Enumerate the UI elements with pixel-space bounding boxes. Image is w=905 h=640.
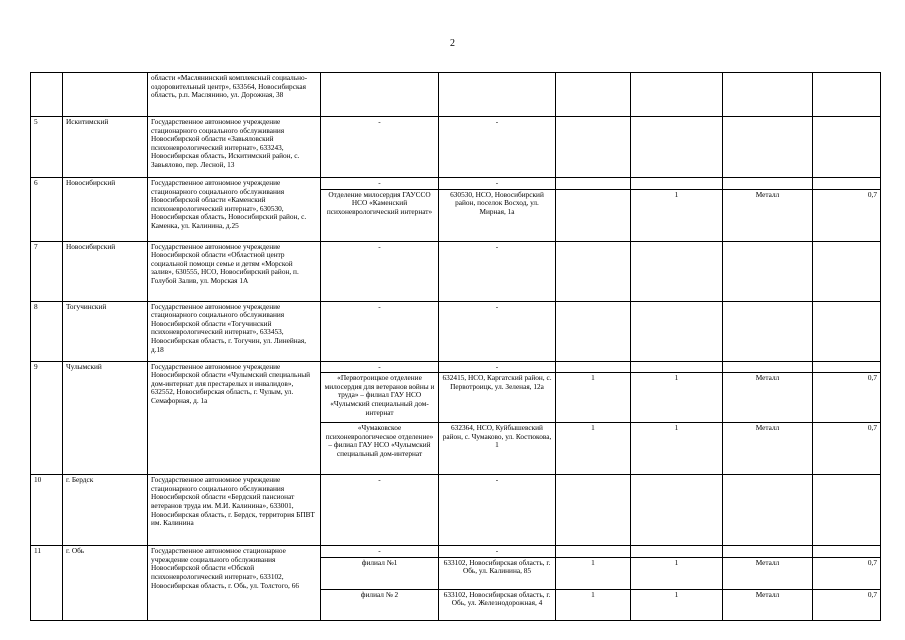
count-cell <box>556 361 631 373</box>
table-row <box>31 475 881 546</box>
branch-cell: «Чумаковское психоневрологическое отделение» – филиал ГАУ НСО «Чулымский специальный дом-интернат <box>321 423 439 475</box>
material-cell <box>723 241 813 301</box>
value-cell <box>813 546 881 558</box>
district-cell: Чулымский <box>63 361 148 475</box>
row-number-cell: 8 <box>31 301 63 361</box>
branch-cell: - <box>321 241 439 301</box>
table-row <box>31 241 881 301</box>
count-cell: 1 <box>556 423 631 475</box>
institutions-table <box>30 72 881 621</box>
value-cell <box>813 178 881 190</box>
count-cell <box>631 73 723 117</box>
count-cell <box>556 178 631 190</box>
value-cell <box>813 475 881 546</box>
count-cell <box>631 475 723 546</box>
branch-cell: - <box>321 301 439 361</box>
district-cell: Новосибирский <box>63 241 148 301</box>
row-number-cell: 6 <box>31 178 63 242</box>
institution-cell: Государственное автономное учреждение стационарного социального обслуживания Новосибирской области «Тогучинский психоневрологический интернат», 633453, Новосибирская область, г. Тогучин, ул. Линейная, д.18 <box>148 301 321 361</box>
material-cell <box>723 117 813 178</box>
district-cell: г. Обь <box>63 546 148 621</box>
value-cell <box>813 241 881 301</box>
count-cell <box>556 241 631 301</box>
address-cell: 632415, НСО, Каргатский район, с. Первотроицк, ул. Зеленая, 12а <box>439 373 556 423</box>
branch-cell: - <box>321 178 439 190</box>
value-cell <box>813 361 881 373</box>
branch-cell: Отделение милосердия ГАУССО НСО «Каменский психоневрологический интернат» <box>321 189 439 241</box>
material-cell: Металл <box>723 557 813 589</box>
material-cell: Металл <box>723 423 813 475</box>
value-cell <box>813 117 881 178</box>
value-cell <box>813 73 881 117</box>
institution-cell: Государственное автономное учреждение стационарного социального обслуживания Новосибирской области «Бердский пансионат ветеранов труда им. М.И. Калинина», 633001, Новосибирская область, г. Бердск, территория БПВТ им. Калинина <box>148 475 321 546</box>
address-cell: - <box>439 178 556 190</box>
value-cell: 0,7 <box>813 189 881 241</box>
district-cell: Тогучинский <box>63 301 148 361</box>
address-cell: 633102, Новосибирская область, г. Обь, ул. Калинина, 85 <box>439 557 556 589</box>
branch-cell: филиал №1 <box>321 557 439 589</box>
branch-cell: - <box>321 546 439 558</box>
address-cell <box>439 73 556 117</box>
count-cell <box>556 475 631 546</box>
count-cell <box>631 301 723 361</box>
table-row <box>31 178 881 190</box>
count-cell: 1 <box>631 423 723 475</box>
material-cell <box>723 178 813 190</box>
institution-cell: Государственное автономное учреждение Новосибирской области «Областной центр социальной помощи семье и детям «Морской залив», 630555, НСО, Новосибирский район, п. Голубой Залив, ул. Морская 1А <box>148 241 321 301</box>
address-cell: 632364, НСО, Куйбышевский район, с. Чумаково, ул. Костюкова, 1 <box>439 423 556 475</box>
material-cell: Металл <box>723 373 813 423</box>
institution-cell: Государственное автономное учреждение стационарного социального обслуживания Новосибирской области «Каменский психоневрологический интернат», 630530, Новосибирская область, Новосибирский район, с. Каменка, ул. Калинина, д.25 <box>148 178 321 242</box>
count-cell <box>631 117 723 178</box>
count-cell <box>631 361 723 373</box>
count-cell: 1 <box>631 589 723 620</box>
table-row <box>31 546 881 558</box>
row-number-cell <box>31 73 63 117</box>
value-cell <box>813 301 881 361</box>
institution-cell: области «Маслянинский комплексный социально-оздоровительный центр», 633564, Новосибирская область, р.п. Маслянино, ул. Дорожная, 38 <box>148 73 321 117</box>
material-cell: Металл <box>723 589 813 620</box>
count-cell <box>556 73 631 117</box>
material-cell: Металл <box>723 189 813 241</box>
table-row <box>31 361 881 373</box>
address-cell: 633102, Новосибирская область, г. Обь, ул. Железнодорожная, 4 <box>439 589 556 620</box>
address-cell: - <box>439 361 556 373</box>
count-cell <box>631 546 723 558</box>
material-cell <box>723 546 813 558</box>
branch-cell <box>321 73 439 117</box>
count-cell: 1 <box>556 589 631 620</box>
count-cell: 1 <box>556 557 631 589</box>
address-cell: - <box>439 546 556 558</box>
branch-cell: филиал № 2 <box>321 589 439 620</box>
material-cell <box>723 301 813 361</box>
address-cell: - <box>439 117 556 178</box>
table-row <box>31 301 881 361</box>
material-cell <box>723 73 813 117</box>
material-cell <box>723 361 813 373</box>
material-cell <box>723 475 813 546</box>
count-cell <box>631 178 723 190</box>
address-cell: - <box>439 301 556 361</box>
row-number-cell: 9 <box>31 361 63 475</box>
district-cell: г. Бердск <box>63 475 148 546</box>
branch-cell: - <box>321 361 439 373</box>
table-row <box>31 73 881 117</box>
district-cell: Искитимский <box>63 117 148 178</box>
count-cell: 1 <box>631 189 723 241</box>
row-number-cell: 7 <box>31 241 63 301</box>
count-cell: 1 <box>631 373 723 423</box>
row-number-cell: 10 <box>31 475 63 546</box>
branch-cell: «Первотроицкое отделение милосердия для ветеранов войны и труда» – филиал ГАУ НСО «Чулымский специальный дом-интернат <box>321 373 439 423</box>
address-cell: 630530, НСО, Новосибирский район, поселок Восход, ул. Мирная, 1а <box>439 189 556 241</box>
value-cell: 0,7 <box>813 589 881 620</box>
table-row <box>31 117 881 178</box>
value-cell: 0,7 <box>813 557 881 589</box>
district-cell <box>63 73 148 117</box>
count-cell <box>631 241 723 301</box>
row-number-cell: 5 <box>31 117 63 178</box>
branch-cell: - <box>321 475 439 546</box>
branch-cell: - <box>321 117 439 178</box>
district-cell: Новосибирский <box>63 178 148 242</box>
institution-cell: Государственное автономное учреждение стационарного социального обслуживания Новосибирской области «Завьяловский психоневрологический интернат», 633243, Новосибирская область, Искитимский район, с. Завьялово, пер. Лесной, 13 <box>148 117 321 178</box>
institution-cell: Государственное автономное стационарное учреждение социального обслуживания Новосибирской области «Обской психоневрологический интернат», 633102, Новосибирская область, г. Обь, ул. Толстого, 66 <box>148 546 321 621</box>
count-cell <box>556 189 631 241</box>
count-cell <box>556 117 631 178</box>
count-cell <box>556 546 631 558</box>
count-cell: 1 <box>631 557 723 589</box>
value-cell: 0,7 <box>813 423 881 475</box>
table-body <box>31 73 881 621</box>
value-cell: 0,7 <box>813 373 881 423</box>
institution-cell: Государственное автономное учреждение Новосибирской области «Чулымский специальный дом-интернат для престарелых и инвалидов», 632552, Новосибирская область, г. Чулым, ул. Семафорная, д. 1а <box>148 361 321 475</box>
count-cell: 1 <box>556 373 631 423</box>
address-cell: - <box>439 241 556 301</box>
address-cell: - <box>439 475 556 546</box>
page-number: 2 <box>450 38 455 49</box>
row-number-cell: 11 <box>31 546 63 621</box>
count-cell <box>556 301 631 361</box>
